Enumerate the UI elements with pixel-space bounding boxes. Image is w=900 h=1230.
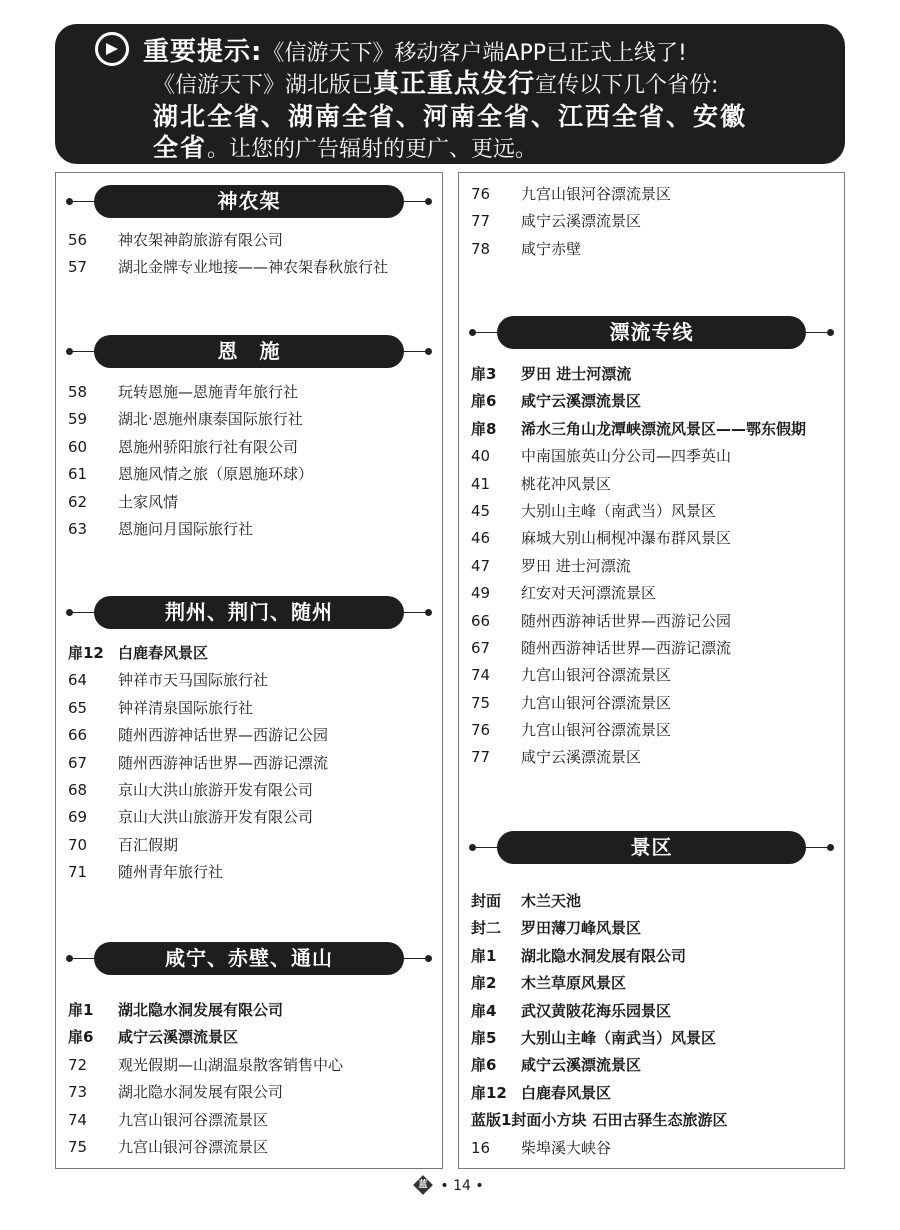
list-item (471, 888, 836, 915)
section-header-piaoliu (459, 316, 844, 350)
item-page-number: 扉8 (471, 419, 497, 438)
list-xianning-continued (471, 181, 836, 263)
item-page-number: 62 (68, 492, 88, 511)
item-title: 玩转恩施—恩施青年旅行社 (118, 383, 299, 401)
list-item (68, 406, 434, 433)
item-page-number: 扉3 (471, 365, 497, 383)
item-page-number: 76 (471, 721, 491, 740)
item-title: 恩施州骄阳旅行社有限公司 (118, 437, 299, 456)
list-enshi (68, 379, 434, 543)
item-title: 九宫山银河谷漂流景区 (521, 185, 672, 203)
notice-line4a: 全省 (153, 133, 208, 162)
item-page-number: 40 (471, 447, 491, 466)
list-item (68, 859, 434, 886)
item-title: 咸宁云溪漂流景区 (521, 1056, 642, 1075)
list-item (471, 236, 836, 263)
list-item (68, 832, 434, 859)
item-page-number: 蓝版1封面小方块 (471, 1111, 587, 1130)
section-title: 漂流专线 (497, 316, 806, 349)
list-item (471, 744, 836, 771)
section-header-jingqu (459, 831, 844, 865)
list-item (471, 943, 836, 970)
item-page-number: 67 (68, 753, 88, 772)
list-item (471, 717, 836, 744)
item-page-number: 75 (471, 693, 491, 712)
list-item (68, 1079, 434, 1106)
item-title: 湖北金牌专业地接——神农架春秋旅行社 (118, 258, 389, 277)
item-page-number: 57 (68, 258, 88, 277)
item-page-number: 65 (68, 698, 88, 717)
list-item (68, 1024, 434, 1051)
item-title: 九宫山银河谷漂流景区 (118, 1137, 269, 1156)
item-title: 随州西游神话世界—西游记漂流 (118, 753, 329, 772)
item-title: 钟祥清泉国际旅行社 (118, 698, 254, 717)
list-item (471, 690, 836, 717)
notice-line2a: 《信游天下》湖北版已 (153, 73, 374, 98)
list-item (471, 915, 836, 942)
item-page-number: 77 (471, 748, 491, 767)
list-piaoliu (471, 361, 836, 772)
item-title: 大别山主峰（南武当）风景区 (521, 1028, 717, 1047)
item-page-number: 扉6 (471, 1056, 497, 1075)
item-title: 浠水三角山龙潭峡漂流风景区——鄂东假期 (521, 419, 807, 438)
item-page-number: 扉12 (471, 1083, 507, 1102)
item-title: 钟祥市天马国际旅行社 (118, 671, 269, 690)
item-page-number: 66 (471, 611, 491, 630)
item-title: 九宫山银河谷漂流景区 (118, 1110, 269, 1129)
item-title: 随州西游神话世界—西游记漂流 (521, 638, 732, 657)
section-title: 咸宁、赤壁、通山 (94, 942, 404, 975)
list-item (471, 1107, 836, 1134)
list-item (471, 208, 836, 235)
item-title: 随州西游神话世界—西游记公园 (118, 726, 329, 745)
list-item (471, 580, 836, 607)
right-column (458, 172, 845, 1169)
list-item (471, 1135, 836, 1162)
item-title: 柴埠溪大峡谷 (521, 1138, 612, 1157)
notice-line1: 《信游天下》移动客户端APP已正式上线了! (262, 41, 687, 66)
item-title: 咸宁云溪漂流景区 (521, 212, 642, 231)
list-item (68, 227, 434, 254)
item-page-number: 封面 (471, 892, 502, 910)
item-page-number: 67 (471, 638, 491, 657)
item-page-number: 41 (471, 474, 491, 493)
item-page-number: 47 (471, 556, 491, 575)
list-item (68, 777, 434, 804)
item-page-number: 77 (471, 212, 491, 231)
section-title: 荆州、荆门、随州 (94, 596, 404, 629)
item-title: 咸宁云溪漂流景区 (118, 1028, 239, 1047)
item-page-number: 75 (68, 1137, 88, 1156)
list-item (471, 416, 836, 443)
item-title: 白鹿春风景区 (521, 1083, 612, 1102)
list-item (68, 1052, 434, 1079)
item-title: 罗田薄刀峰风景区 (521, 919, 642, 938)
item-page-number: 63 (68, 519, 88, 538)
item-page-number: 扉4 (471, 1001, 497, 1020)
section-header-xianning (56, 942, 442, 976)
left-column (55, 172, 443, 1169)
list-item (68, 695, 434, 722)
item-title: 湖北·恩施州康泰国际旅行社 (118, 410, 303, 429)
item-page-number: 扉5 (471, 1028, 497, 1047)
list-xianning (68, 997, 434, 1161)
item-title: 白鹿春风景区 (118, 644, 209, 662)
list-item (68, 997, 434, 1024)
play-circle-icon (95, 32, 129, 66)
diamond-badge-icon (413, 1175, 433, 1195)
notice-line2b: 真正重点发行 (373, 69, 536, 99)
item-title: 石田古驿生态旅游区 (592, 1111, 728, 1130)
notice-title: 重要提示: (143, 37, 263, 67)
list-item (68, 434, 434, 461)
item-page-number: 16 (471, 1138, 491, 1157)
item-page-number: 64 (68, 671, 88, 690)
item-title: 咸宁赤壁 (521, 239, 582, 258)
list-item (471, 998, 836, 1025)
list-item (471, 553, 836, 580)
section-header-shennongjia (56, 185, 442, 219)
item-title: 九宫山银河谷漂流景区 (521, 666, 672, 685)
item-title: 桃花冲风景区 (521, 474, 612, 493)
item-title: 土家风情 (118, 492, 179, 511)
item-title: 木兰草原风景区 (521, 974, 627, 993)
item-title: 麻城大别山桐枧冲瀑布群风景区 (521, 529, 732, 548)
item-title: 罗田 进士河漂流 (521, 556, 631, 575)
notice-line4b: 。让您的广告辐射的更广、更远。 (207, 137, 538, 162)
item-page-number: 49 (471, 584, 491, 603)
list-item (471, 970, 836, 997)
item-title: 恩施风情之旅（原恩施环球） (118, 465, 314, 484)
section-title: 景区 (497, 831, 806, 864)
item-title: 大别山主峰（南武当）风景区 (521, 501, 717, 520)
list-item (68, 722, 434, 749)
item-title: 京山大洪山旅游开发有限公司 (118, 808, 314, 827)
list-item (68, 254, 434, 281)
list-item (471, 525, 836, 552)
item-title: 京山大洪山旅游开发有限公司 (118, 780, 314, 799)
item-title: 观光假期—山湖温泉散客销售中心 (118, 1055, 344, 1074)
item-title: 九宫山银河谷漂流景区 (521, 693, 672, 712)
section-header-jingzhou (56, 596, 442, 630)
item-page-number: 76 (471, 185, 491, 203)
list-item (68, 640, 434, 667)
item-page-number: 72 (68, 1055, 88, 1074)
item-title: 红安对天河漂流景区 (521, 584, 657, 603)
list-item (68, 1107, 434, 1134)
badge-label: 蓝 (418, 1180, 428, 1190)
item-page-number: 73 (68, 1083, 88, 1102)
notice-banner (55, 24, 845, 164)
item-title: 木兰天池 (521, 892, 582, 910)
item-page-number: 56 (68, 231, 88, 249)
item-title: 中南国旅英山分公司—四季英山 (521, 447, 732, 466)
item-page-number: 45 (471, 501, 491, 520)
item-page-number: 61 (68, 465, 88, 484)
page-number: • 14 • (440, 1178, 484, 1194)
item-page-number: 扉6 (471, 392, 497, 411)
section-title: 神农架 (94, 185, 404, 218)
item-page-number: 78 (471, 239, 491, 258)
item-title: 恩施问月国际旅行社 (118, 519, 254, 538)
item-title: 湖北隐水洞发展有限公司 (118, 1083, 284, 1102)
list-item (471, 498, 836, 525)
item-title: 武汉黄陂花海乐园景区 (521, 1001, 672, 1020)
list-item (471, 361, 836, 388)
notice-line3: 湖北全省、湖南全省、河南全省、江西全省、安徽 (153, 102, 748, 131)
item-title: 咸宁云溪漂流景区 (521, 748, 642, 767)
item-page-number: 66 (68, 726, 88, 745)
item-title: 神农架神韵旅游有限公司 (118, 231, 284, 249)
item-page-number: 74 (471, 666, 491, 685)
list-item (68, 489, 434, 516)
list-item (68, 750, 434, 777)
list-item (471, 388, 836, 415)
item-page-number: 74 (68, 1110, 88, 1129)
item-title: 九宫山银河谷漂流景区 (521, 721, 672, 740)
item-page-number: 70 (68, 835, 88, 854)
list-item (471, 471, 836, 498)
list-item (68, 516, 434, 543)
list-item (471, 662, 836, 689)
item-page-number: 扉1 (471, 946, 497, 965)
item-title: 随州西游神话世界—西游记公园 (521, 611, 732, 630)
list-item (68, 461, 434, 488)
section-title: 恩 施 (94, 335, 404, 368)
list-item (68, 379, 434, 406)
item-page-number: 59 (68, 410, 88, 429)
notice-line2c: 宣传以下几个省份: (535, 73, 719, 98)
item-page-number: 60 (68, 437, 88, 456)
item-page-number: 封二 (471, 919, 502, 938)
list-item (68, 804, 434, 831)
item-title: 湖北隐水洞发展有限公司 (118, 1001, 284, 1019)
item-page-number: 扉2 (471, 974, 497, 993)
item-page-number: 69 (68, 808, 88, 827)
list-jingqu (471, 888, 836, 1162)
item-title: 百汇假期 (118, 835, 179, 854)
list-item (471, 1080, 836, 1107)
list-item (471, 181, 836, 208)
list-shennongjia (68, 227, 434, 282)
list-item (471, 1025, 836, 1052)
list-item (471, 443, 836, 470)
list-item (471, 1052, 836, 1079)
item-page-number: 扉1 (68, 1001, 94, 1019)
item-page-number: 扉6 (68, 1028, 94, 1047)
item-title: 罗田 进士河漂流 (521, 365, 632, 383)
list-item (68, 1134, 434, 1161)
list-item (471, 608, 836, 635)
item-page-number: 46 (471, 529, 491, 548)
section-header-enshi (56, 335, 442, 369)
page-footer (0, 1178, 900, 1194)
list-item (471, 635, 836, 662)
list-jingzhou (68, 640, 434, 887)
list-item (68, 667, 434, 694)
item-title: 湖北隐水洞发展有限公司 (521, 946, 687, 965)
item-title: 咸宁云溪漂流景区 (521, 392, 642, 411)
item-page-number: 68 (68, 780, 88, 799)
item-page-number: 71 (68, 863, 88, 882)
item-page-number: 扉12 (68, 644, 104, 662)
item-page-number: 58 (68, 383, 88, 401)
item-title: 随州青年旅行社 (118, 863, 224, 882)
